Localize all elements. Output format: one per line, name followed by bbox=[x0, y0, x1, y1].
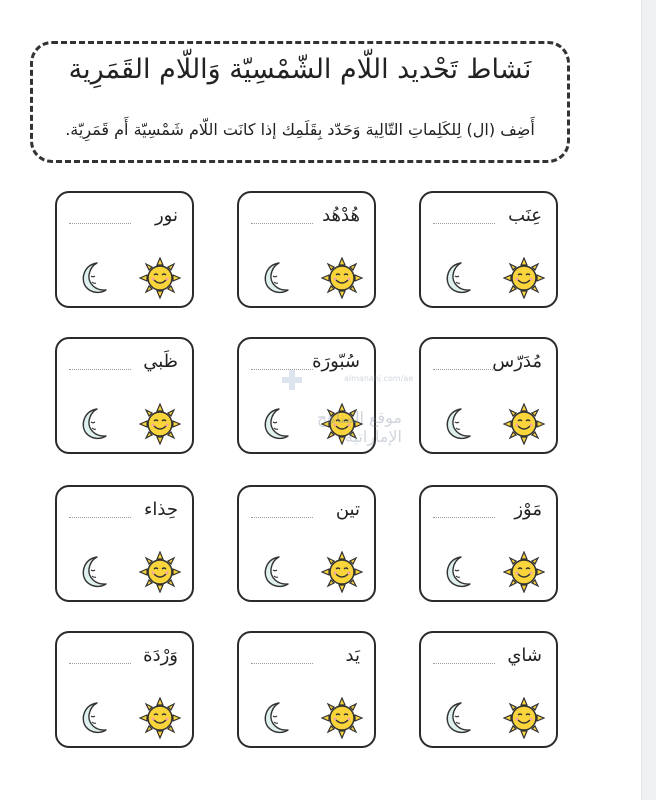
word-card bbox=[55, 485, 194, 602]
word-card bbox=[55, 191, 194, 308]
sun-icon[interactable] bbox=[321, 257, 363, 299]
word-card bbox=[237, 485, 376, 602]
crescent-moon-icon[interactable] bbox=[439, 260, 473, 296]
crescent-moon-icon[interactable] bbox=[257, 260, 291, 296]
word-label: تين bbox=[335, 499, 360, 520]
crescent-moon-icon[interactable] bbox=[257, 554, 291, 590]
watermark bbox=[262, 368, 414, 446]
crescent-moon-icon[interactable] bbox=[75, 554, 109, 590]
word-label: يَد bbox=[345, 645, 360, 666]
crescent-moon-icon[interactable] bbox=[75, 700, 109, 736]
answer-line[interactable] bbox=[433, 223, 495, 224]
sun-icon[interactable] bbox=[139, 403, 181, 445]
word-card bbox=[419, 337, 558, 454]
word-card bbox=[419, 191, 558, 308]
page-side-strip bbox=[641, 0, 656, 800]
answer-line[interactable] bbox=[433, 517, 495, 518]
answer-line[interactable] bbox=[433, 369, 495, 370]
crescent-moon-icon[interactable] bbox=[439, 406, 473, 442]
crescent-moon-icon[interactable] bbox=[75, 406, 109, 442]
answer-line[interactable] bbox=[251, 517, 313, 518]
word-label: وَرْدَة bbox=[143, 645, 178, 666]
word-card bbox=[419, 485, 558, 602]
sun-icon[interactable] bbox=[503, 257, 545, 299]
answer-line[interactable] bbox=[69, 223, 131, 224]
crescent-moon-icon[interactable] bbox=[75, 260, 109, 296]
activity-title: نَشاط تَحْديد اللّام الشّمْسِيّة وَاللّام القَمَرِية bbox=[68, 54, 532, 85]
answer-line[interactable] bbox=[69, 663, 131, 664]
word-label: نور bbox=[154, 205, 178, 226]
word-label: شاي bbox=[507, 645, 542, 666]
crescent-moon-icon[interactable] bbox=[439, 700, 473, 736]
word-label: مَوْز bbox=[514, 499, 542, 520]
watermark-plus-icon bbox=[282, 370, 302, 390]
sun-icon[interactable] bbox=[503, 697, 545, 739]
word-label: هُدْهُد bbox=[322, 205, 360, 226]
word-label: مُدَرّس bbox=[492, 351, 542, 372]
watermark-url: almanahj.com/ae bbox=[344, 374, 414, 383]
sun-icon[interactable] bbox=[139, 257, 181, 299]
word-card bbox=[55, 631, 194, 748]
word-card bbox=[55, 337, 194, 454]
sun-icon[interactable] bbox=[503, 551, 545, 593]
crescent-moon-icon[interactable] bbox=[439, 554, 473, 590]
sun-icon[interactable] bbox=[503, 403, 545, 445]
word-card bbox=[419, 631, 558, 748]
answer-line[interactable] bbox=[69, 369, 131, 370]
word-card bbox=[237, 191, 376, 308]
word-label: سُبّورَة bbox=[312, 351, 360, 372]
word-label: عِنَب bbox=[508, 205, 542, 226]
answer-line[interactable] bbox=[251, 663, 313, 664]
sun-icon[interactable] bbox=[321, 697, 363, 739]
sun-icon[interactable] bbox=[139, 551, 181, 593]
word-card bbox=[237, 631, 376, 748]
activity-header-box bbox=[30, 41, 570, 163]
answer-line[interactable] bbox=[251, 223, 313, 224]
watermark-text: موقع المناهج الإماراتية bbox=[316, 408, 402, 446]
word-label: ظَبي bbox=[143, 351, 178, 372]
activity-instruction: أَضِف (ال) لِلكَلِماتِ التّالِية وَحَدّد بِقَلَمِك إذا كانَت اللّام شَمْسِيّة أَم قَمَرِيّة. bbox=[65, 120, 535, 139]
crescent-moon-icon[interactable] bbox=[257, 700, 291, 736]
answer-line[interactable] bbox=[69, 517, 131, 518]
word-label: حِذاء bbox=[143, 499, 178, 520]
sun-icon[interactable] bbox=[321, 551, 363, 593]
answer-line[interactable] bbox=[433, 663, 495, 664]
sun-icon[interactable] bbox=[139, 697, 181, 739]
